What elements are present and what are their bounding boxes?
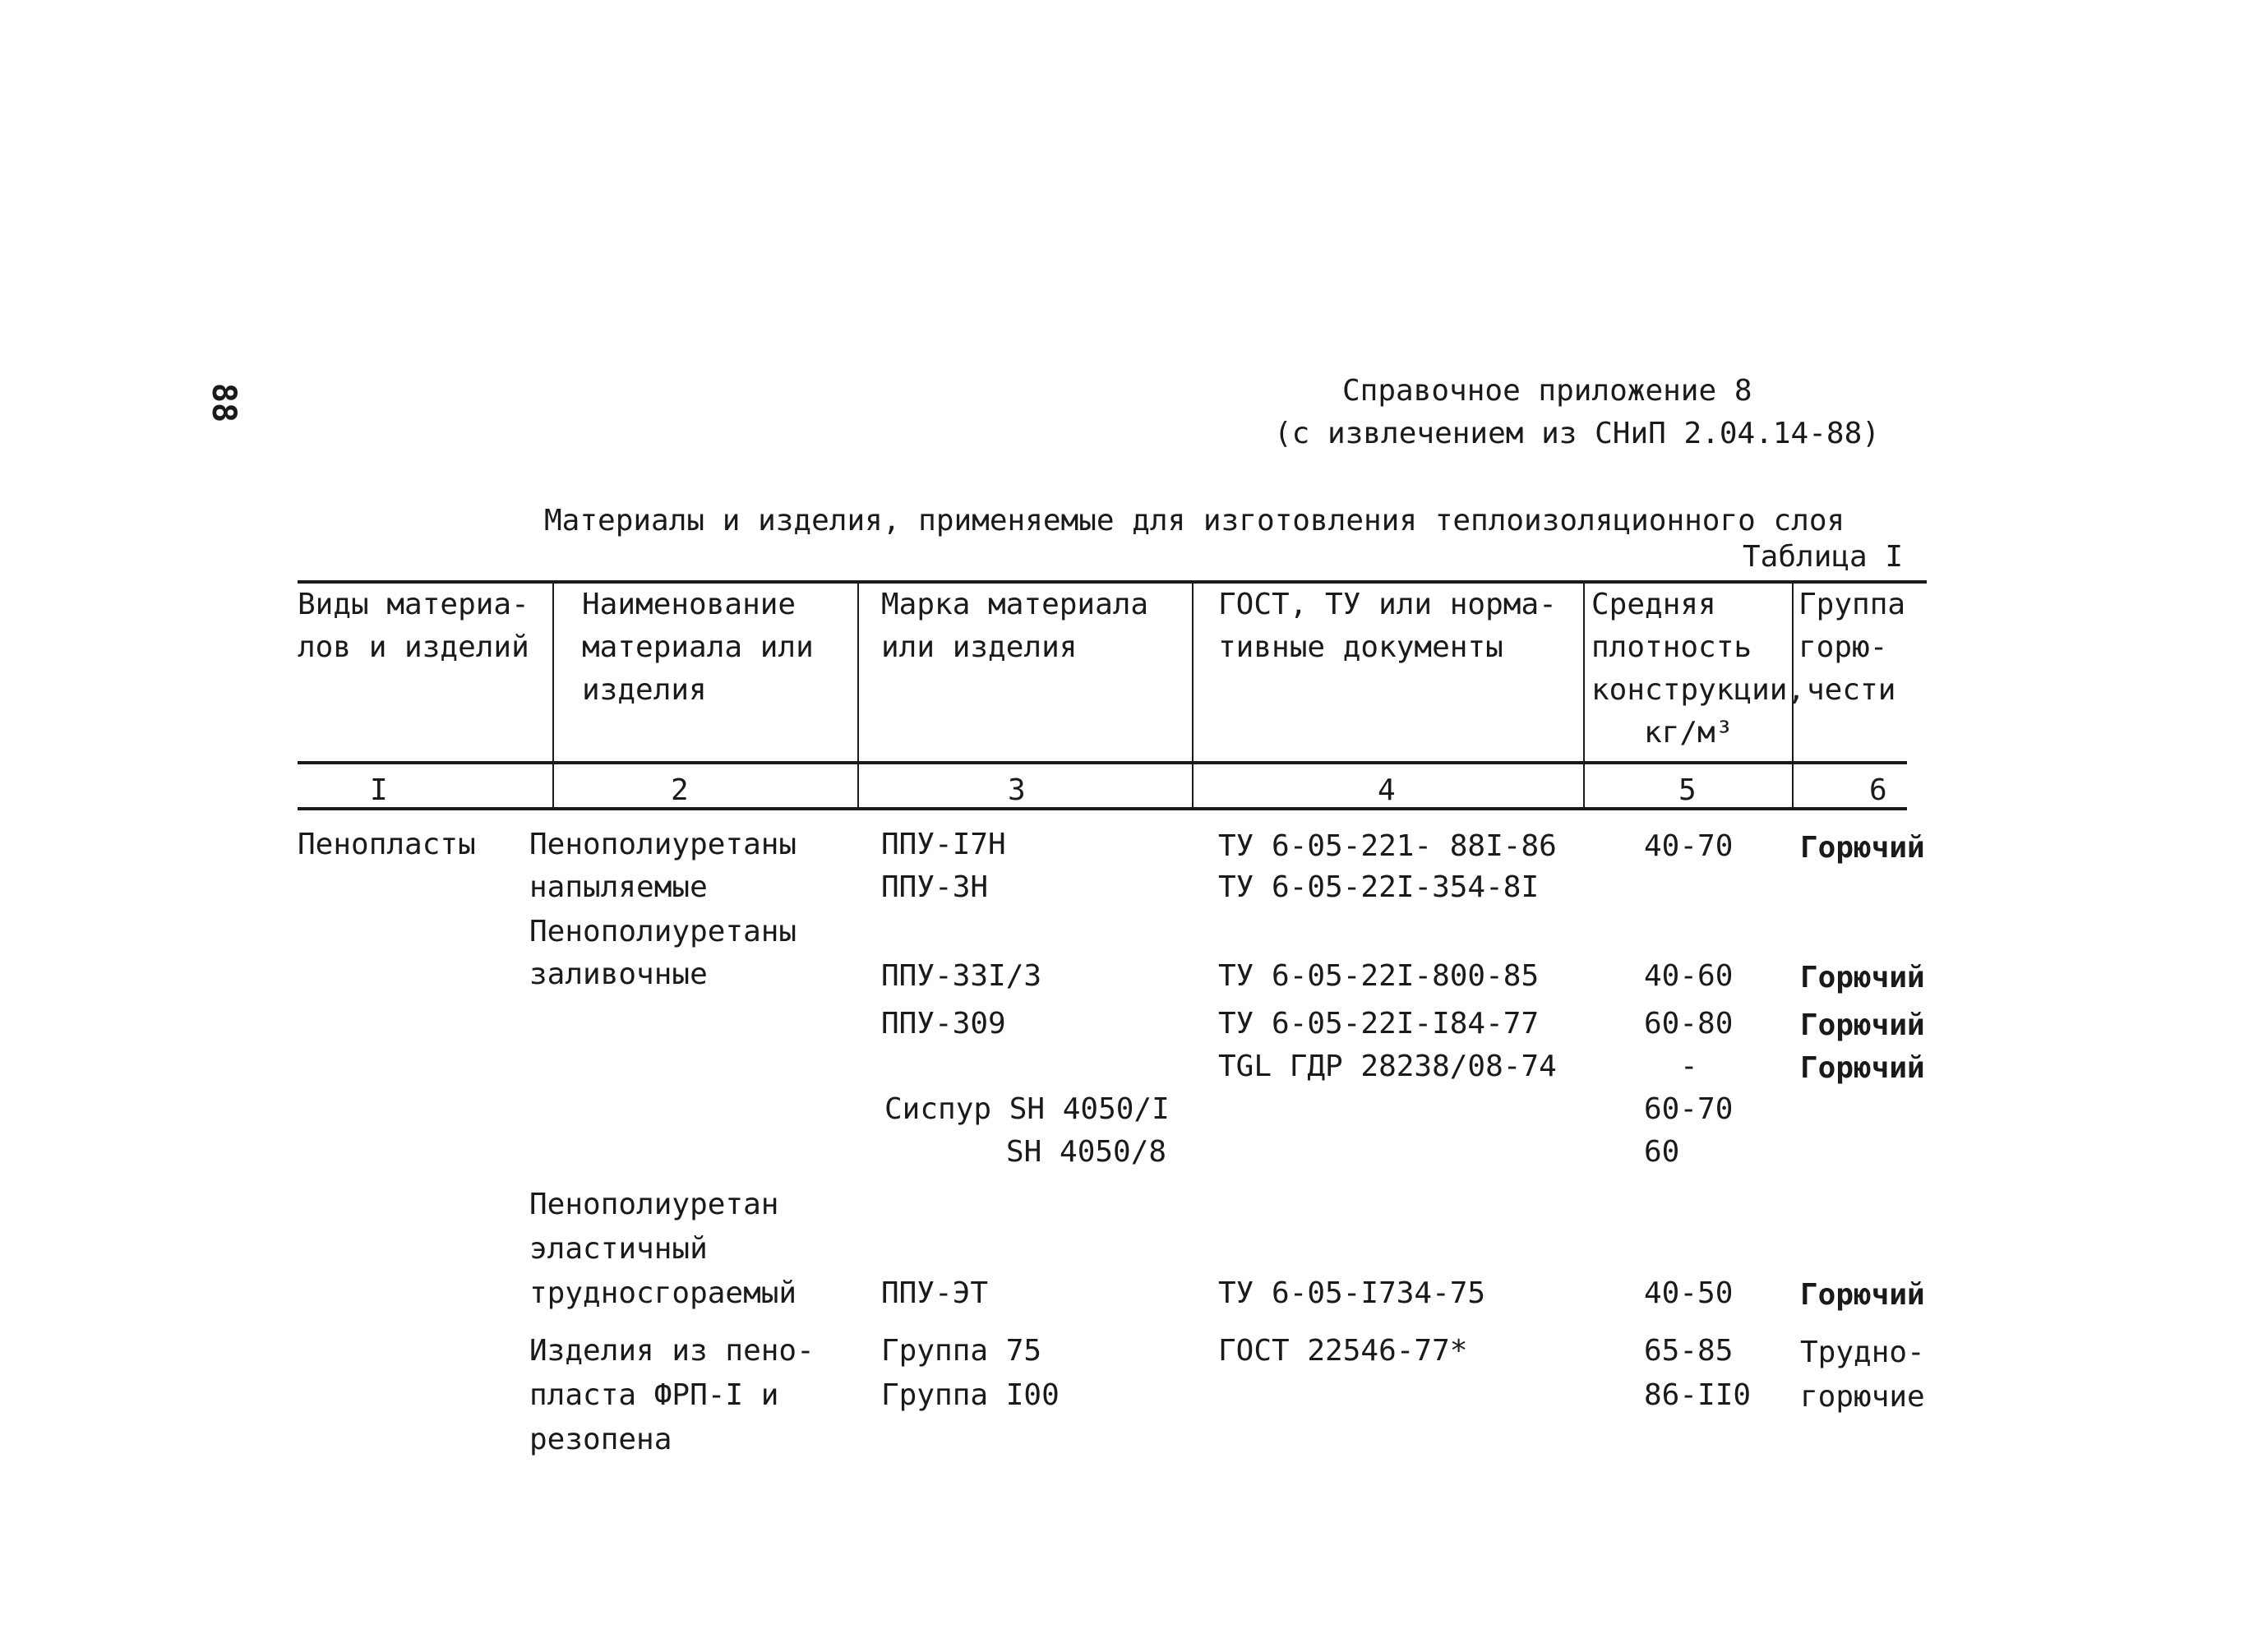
col-number-5: 5	[1678, 773, 1697, 807]
col-divider-1	[552, 584, 554, 807]
material-name: Изделия из пено-	[529, 1334, 815, 1368]
header-col5: Средняя плотность конструкции, кг/м³	[1591, 588, 1806, 750]
density: 65-85	[1644, 1334, 1734, 1368]
col-number-3: 3	[1008, 773, 1026, 807]
header-col6: Группа горю- чести	[1798, 588, 1906, 707]
material-grade: Сиспур SH 4050/I	[884, 1092, 1170, 1126]
density: -	[1680, 1050, 1698, 1083]
header-col2: Наименование материала или изделия	[582, 588, 814, 707]
standard-doc: TGL ГДР 28238/08-74	[1218, 1050, 1557, 1083]
material-grade: ППУ-33I/3	[881, 959, 1042, 993]
header-col1: Виды материа- лов и изделий	[298, 588, 529, 664]
header-bottom-rule	[298, 761, 1907, 764]
col-number-1: I	[370, 773, 388, 807]
material-grade: Группа 75	[881, 1334, 1042, 1368]
material-grade: ППУ-309	[881, 1007, 1006, 1041]
standard-doc: ГОСТ 22546-77*	[1218, 1334, 1468, 1368]
material-grade: ППУ-3Н	[881, 870, 989, 904]
material-name: Пенополиуретаны	[529, 915, 797, 948]
flammability-group: Горючий	[1800, 1051, 1925, 1085]
material-name: заливочные	[529, 958, 708, 991]
col-divider-3	[1192, 584, 1194, 807]
page-number: 88	[205, 382, 243, 423]
density: 40-50	[1644, 1276, 1734, 1310]
material-name: напыляемые	[529, 870, 708, 904]
col-divider-4	[1583, 584, 1585, 807]
header-col3: Марка материала или изделия	[881, 588, 1149, 664]
density: 60	[1644, 1135, 1680, 1169]
density: 86-II0	[1644, 1378, 1752, 1412]
standard-doc: ТУ 6-05-22I-354-8I	[1218, 870, 1540, 904]
material-type: Пенопласты	[298, 828, 476, 861]
material-name: Пенополиуретаны	[529, 828, 797, 861]
density: 60-80	[1644, 1007, 1734, 1041]
col-number-4: 4	[1378, 773, 1396, 807]
col-number-2: 2	[671, 773, 689, 807]
density: 40-60	[1644, 959, 1734, 993]
col-divider-2	[857, 584, 859, 807]
standard-doc: ТУ 6-05-221- 88I-86	[1218, 829, 1557, 863]
flammability-group: Горючий	[1800, 831, 1925, 865]
material-name: трудносгораемый	[529, 1276, 797, 1310]
col-number-6: 6	[1869, 773, 1887, 807]
appendix-line1: Справочное приложение 8	[1342, 374, 1752, 408]
flammability-group: горючие	[1800, 1380, 1925, 1414]
standard-doc: ТУ 6-05-22I-I84-77	[1218, 1007, 1540, 1041]
density: 40-70	[1644, 829, 1734, 863]
table-title: Материалы и изделия, применяемые для изготовления теплоизоляционного слоя	[544, 504, 1845, 538]
material-grade: Группа I00	[881, 1378, 1060, 1412]
material-grade: ППУ-I7Н	[881, 828, 1006, 861]
header-col4: ГОСТ, ТУ или норма- тивные документы	[1218, 588, 1557, 664]
standard-doc: ТУ 6-05-22I-800-85	[1218, 959, 1540, 993]
flammability-group: Горючий	[1800, 1008, 1925, 1042]
flammability-group: Трудно-	[1800, 1336, 1925, 1369]
material-name: пласта ФРП-I и	[529, 1378, 779, 1412]
material-name: Пенополиуретан	[529, 1188, 779, 1221]
flammability-group: Горючий	[1800, 1278, 1925, 1312]
table-label: Таблица I	[1743, 540, 1904, 574]
material-grade: ППУ-ЭТ	[881, 1276, 989, 1310]
density: 60-70	[1644, 1092, 1734, 1126]
standard-doc: ТУ 6-05-I734-75	[1218, 1276, 1486, 1310]
material-name: резопена	[529, 1423, 672, 1456]
appendix-line2: (с извлечением из СНиП 2.04.14-88)	[1274, 417, 1880, 450]
flammability-group: Горючий	[1800, 961, 1925, 994]
material-grade: SH 4050/8	[1006, 1135, 1167, 1169]
material-name: эластичный	[529, 1232, 708, 1266]
number-row-rule	[298, 807, 1907, 810]
